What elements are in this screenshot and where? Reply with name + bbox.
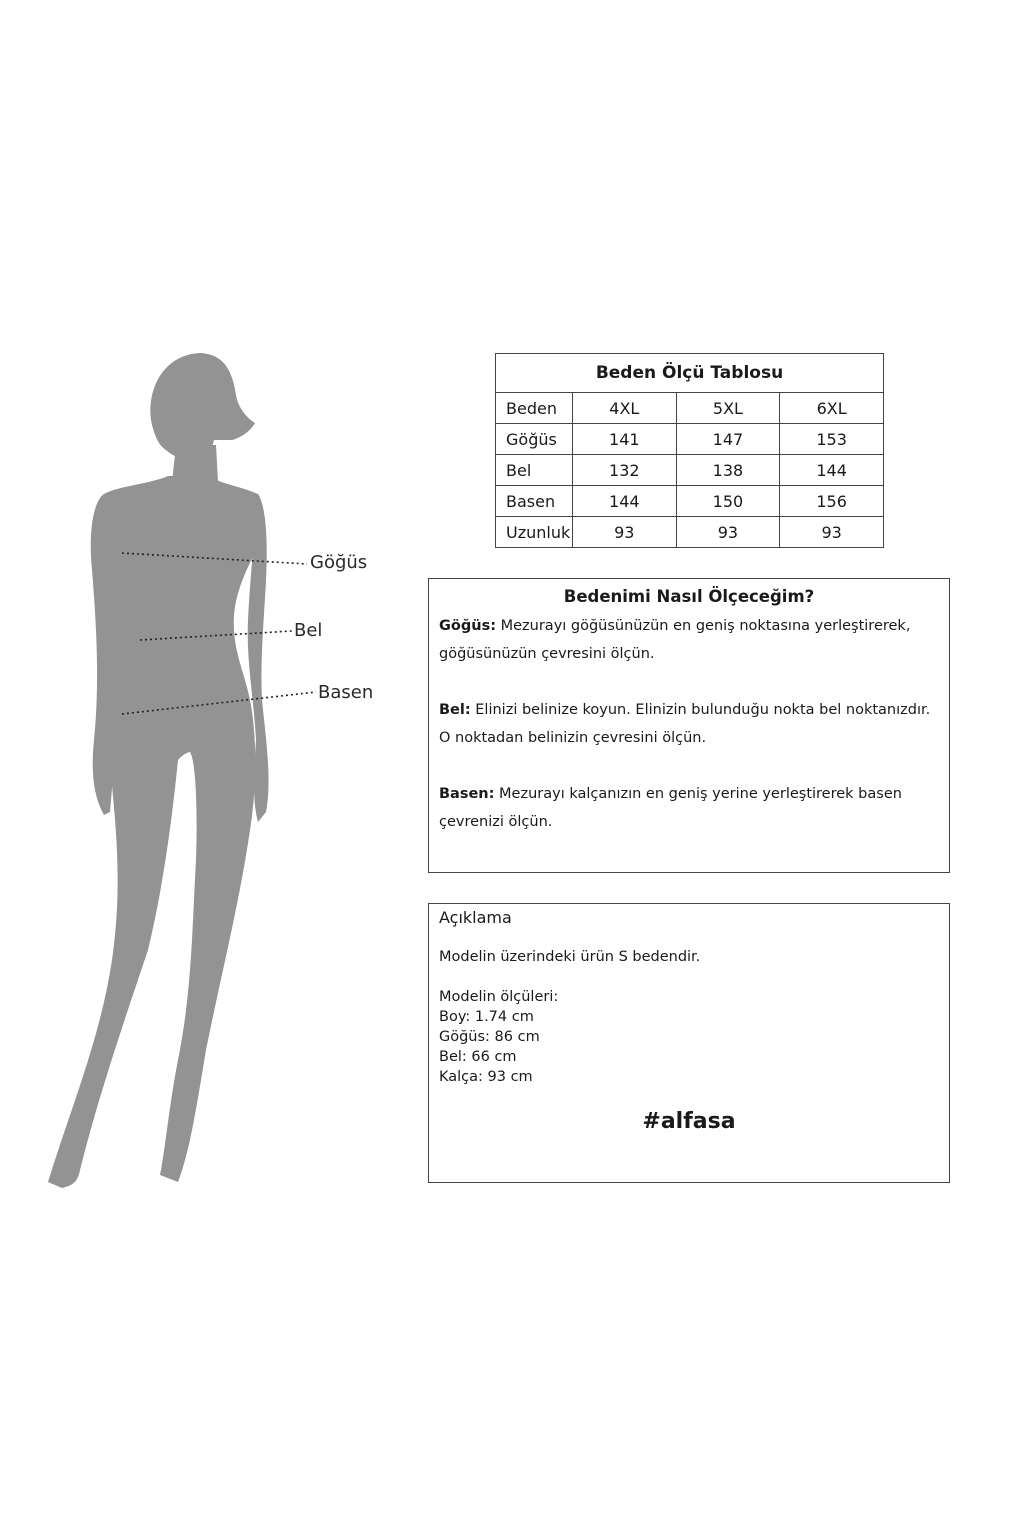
table-cell: 93 bbox=[573, 517, 677, 548]
instruction-text: çevrenizi ölçün. bbox=[439, 814, 553, 830]
model-measurement: Boy: 1.74 cm bbox=[439, 1009, 534, 1025]
hips-instruction bbox=[439, 780, 939, 836]
table-row bbox=[496, 455, 884, 486]
row-label: Göğüs bbox=[496, 424, 573, 455]
table-cell: 144 bbox=[573, 486, 677, 517]
instruction-term: Bel: bbox=[439, 702, 471, 718]
chest-instruction bbox=[439, 612, 939, 668]
row-label: Uzunluk bbox=[496, 517, 573, 548]
size-chart-table bbox=[495, 353, 884, 548]
model-measurement: Kalça: 93 cm bbox=[439, 1069, 533, 1085]
waist-instruction bbox=[439, 696, 939, 752]
description-title: Açıklama bbox=[439, 908, 512, 927]
header-label: Beden bbox=[496, 393, 573, 424]
female-silhouette bbox=[48, 353, 269, 1188]
instruction-text: O noktadan belinizin çevresini ölçün. bbox=[439, 730, 707, 746]
table-header-row bbox=[496, 393, 884, 424]
table-title-row bbox=[496, 354, 884, 393]
size-column-header: 6XL bbox=[780, 393, 884, 424]
table-cell: 156 bbox=[780, 486, 884, 517]
hips-label: Basen bbox=[318, 682, 374, 703]
row-label: Basen bbox=[496, 486, 573, 517]
model-measurement: Bel: 66 cm bbox=[439, 1049, 517, 1065]
table-row bbox=[496, 486, 884, 517]
table-cell: 144 bbox=[780, 455, 884, 486]
instruction-text: Elinizi belinize koyun. Elinizin bulunduğu nokta bel noktanızdır. bbox=[470, 702, 931, 718]
row-label: Bel bbox=[496, 455, 573, 486]
table-cell: 147 bbox=[676, 424, 780, 455]
table-cell: 132 bbox=[573, 455, 677, 486]
table-cell: 93 bbox=[676, 517, 780, 548]
table-cell: 150 bbox=[676, 486, 780, 517]
chest-label: Göğüs bbox=[310, 552, 368, 573]
instruction-text: Mezurayı göğüsünüzün en geniş noktasına yerleştirerek, bbox=[496, 618, 911, 634]
model-measurement: Göğüs: 86 cm bbox=[439, 1029, 540, 1045]
brand-hashtag: #alfasa bbox=[642, 1109, 736, 1134]
description-box bbox=[428, 903, 950, 1183]
table-row bbox=[496, 424, 884, 455]
product-size-note: Modelin üzerindeki ürün S bedendir. bbox=[439, 949, 701, 965]
table-cell: 93 bbox=[780, 517, 884, 548]
instruction-term: Basen: bbox=[439, 786, 495, 802]
table-cell: 153 bbox=[780, 424, 884, 455]
instruction-text: göğüsünüzün çevresini ölçün. bbox=[439, 646, 655, 662]
size-chart-title: Beden Ölçü Tablosu bbox=[496, 354, 884, 393]
table-row bbox=[496, 517, 884, 548]
how-to-measure-box bbox=[428, 578, 950, 873]
size-column-header: 5XL bbox=[676, 393, 780, 424]
model-measurements-title: Modelin ölçüleri: bbox=[439, 989, 559, 1005]
table-cell: 138 bbox=[676, 455, 780, 486]
instruction-text: Mezurayı kalçanızın en geniş yerine yerleştirerek basen bbox=[494, 786, 902, 802]
table-cell: 141 bbox=[573, 424, 677, 455]
instruction-term: Göğüs: bbox=[439, 618, 496, 634]
how-to-measure-title: Bedenimi Nasıl Ölçeceğim? bbox=[563, 587, 815, 606]
size-column-header: 4XL bbox=[573, 393, 677, 424]
waist-label: Bel bbox=[294, 620, 323, 641]
